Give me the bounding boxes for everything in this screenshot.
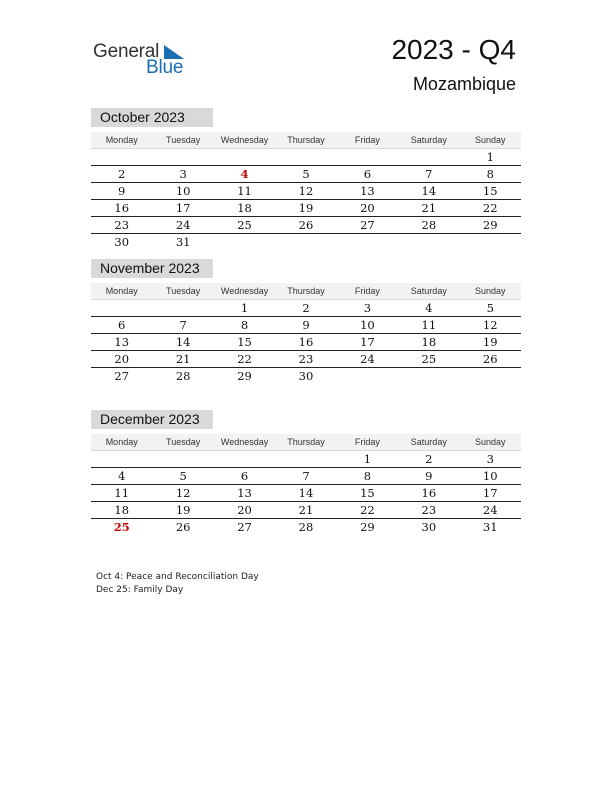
day-cell: 20	[237, 503, 252, 517]
day-cell: 16	[114, 201, 130, 215]
day-cell: 25	[421, 352, 437, 366]
weekday-label: Thursday	[287, 437, 325, 447]
weekday-label: Sunday	[474, 437, 506, 447]
weekday-label: Tuesday	[166, 286, 201, 296]
day-cell: 12	[482, 318, 498, 332]
week-row	[91, 234, 521, 250]
day-cell: 31	[482, 520, 498, 534]
day-cell: 3	[179, 167, 187, 181]
day-cell: 25	[113, 520, 130, 534]
day-cell: 5	[302, 167, 310, 181]
empty-day-cell	[214, 451, 275, 467]
day-cell: 8	[240, 318, 249, 332]
day-cell: 5	[179, 469, 187, 483]
empty-day-cell	[91, 149, 152, 165]
day-cell: 28	[298, 520, 314, 534]
day-cell: 4	[240, 167, 249, 181]
empty-day-cell	[275, 149, 336, 165]
day-cell: 1	[486, 150, 494, 164]
weekday-label: Wednesday	[220, 286, 269, 296]
week-row	[91, 317, 521, 334]
month-calendar-october	[91, 108, 521, 250]
page-title: 2023 - Q4	[391, 34, 516, 65]
day-cell: 21	[175, 352, 191, 366]
weekday-label: Saturday	[410, 286, 447, 296]
day-cell: 2	[425, 452, 433, 466]
month-name: December 2023	[91, 410, 213, 429]
day-cell: 4	[118, 469, 126, 483]
day-cell: 24	[482, 503, 498, 517]
day-cell: 16	[421, 486, 437, 500]
day-cell: 19	[175, 503, 191, 517]
day-cell: 6	[240, 469, 249, 483]
weekday-header-row	[91, 132, 521, 149]
weekday-label: Thursday	[287, 286, 325, 296]
day-cell: 1	[240, 301, 249, 315]
day-cell: 29	[360, 520, 375, 534]
day-cell: 22	[360, 503, 375, 517]
day-cell: 9	[118, 184, 126, 198]
empty-day-cell	[460, 234, 521, 250]
day-cell: 8	[486, 167, 494, 181]
day-cell: 31	[175, 235, 191, 249]
week-row	[91, 300, 521, 317]
empty-day-cell	[337, 368, 398, 384]
logo-text-blue: Blue	[146, 57, 184, 78]
month-calendar-november	[91, 259, 521, 384]
day-cell: 18	[421, 335, 437, 349]
empty-day-cell	[337, 149, 398, 165]
generalblue-logo	[93, 40, 203, 80]
holiday-notes	[96, 571, 259, 597]
day-cell: 6	[363, 167, 372, 181]
day-cell: 15	[237, 335, 252, 349]
week-row	[91, 368, 521, 384]
day-cell: 19	[482, 335, 498, 349]
weekday-label: Sunday	[474, 286, 506, 296]
day-cell: 5	[486, 301, 494, 315]
day-cell: 11	[237, 184, 252, 198]
day-cell: 14	[421, 184, 437, 198]
month-name: October 2023	[91, 108, 213, 127]
day-cell: 14	[175, 335, 191, 349]
day-cell: 30	[421, 520, 437, 534]
day-cell: 18	[237, 201, 252, 215]
week-row	[91, 351, 521, 368]
day-cell: 7	[179, 318, 187, 332]
day-cell: 23	[114, 218, 130, 232]
day-cell: 3	[486, 452, 494, 466]
day-cell: 15	[360, 486, 375, 500]
month-calendar-december	[91, 410, 521, 535]
day-cell: 18	[114, 503, 130, 517]
empty-day-cell	[460, 368, 521, 384]
day-cell: 1	[363, 452, 372, 466]
holiday-note: Dec 25: Family Day	[96, 585, 184, 595]
day-cell: 10	[360, 318, 375, 332]
week-row	[91, 166, 521, 183]
weekday-label: Thursday	[287, 135, 325, 145]
day-cell: 28	[175, 369, 191, 383]
day-cell: 9	[302, 318, 310, 332]
day-cell: 20	[114, 352, 130, 366]
day-cell: 17	[360, 335, 375, 349]
weekday-label: Monday	[105, 135, 138, 145]
weekday-label: Wednesday	[220, 135, 269, 145]
day-cell: 7	[425, 167, 433, 181]
day-cell: 7	[302, 469, 310, 483]
day-cell: 15	[482, 184, 498, 198]
logo-text-general: General	[93, 41, 160, 62]
week-row	[91, 217, 521, 234]
day-cell: 2	[302, 301, 310, 315]
empty-day-cell	[91, 300, 152, 316]
day-cell: 24	[175, 218, 191, 232]
week-row	[91, 334, 521, 351]
day-cell: 13	[360, 184, 375, 198]
empty-day-cell	[398, 234, 459, 250]
day-cell: 17	[175, 201, 191, 215]
day-cell: 22	[482, 201, 498, 215]
week-row	[91, 149, 521, 166]
day-cell: 19	[298, 201, 314, 215]
day-cell: 16	[298, 335, 314, 349]
day-cell: 27	[114, 369, 130, 383]
week-row	[91, 485, 521, 502]
empty-day-cell	[152, 300, 213, 316]
day-cell: 12	[298, 184, 314, 198]
day-cell: 25	[237, 218, 252, 232]
day-cell: 21	[298, 503, 314, 517]
empty-day-cell	[275, 451, 336, 467]
weekday-header-row	[91, 434, 521, 451]
weekday-label: Friday	[354, 135, 380, 145]
weekday-label: Wednesday	[220, 437, 269, 447]
week-row	[91, 519, 521, 535]
weekday-label: Tuesday	[166, 437, 201, 447]
day-cell: 29	[482, 218, 498, 232]
week-row	[91, 502, 521, 519]
day-cell: 10	[175, 184, 191, 198]
empty-day-cell	[214, 149, 275, 165]
day-cell: 8	[363, 469, 372, 483]
day-cell: 26	[298, 218, 314, 232]
weekday-label: Monday	[105, 286, 138, 296]
day-cell: 29	[237, 369, 252, 383]
week-row	[91, 451, 521, 468]
week-row	[91, 183, 521, 200]
empty-day-cell	[214, 234, 275, 250]
day-cell: 3	[363, 301, 372, 315]
empty-day-cell	[152, 149, 213, 165]
week-row	[91, 200, 521, 217]
day-cell: 13	[237, 486, 252, 500]
day-cell: 28	[421, 218, 437, 232]
day-cell: 11	[421, 318, 437, 332]
weekday-label: Saturday	[410, 135, 447, 145]
weekday-label: Friday	[354, 437, 380, 447]
weekday-header-row	[91, 283, 521, 300]
day-cell: 22	[237, 352, 252, 366]
day-cell: 10	[482, 469, 498, 483]
day-cell: 23	[298, 352, 314, 366]
empty-day-cell	[398, 149, 459, 165]
empty-day-cell	[152, 451, 213, 467]
empty-day-cell	[398, 368, 459, 384]
day-cell: 20	[360, 201, 375, 215]
holiday-note: Oct 4: Peace and Reconciliation Day	[96, 572, 259, 582]
day-cell: 13	[114, 335, 130, 349]
day-cell: 6	[118, 318, 126, 332]
week-row	[91, 468, 521, 485]
day-cell: 30	[298, 369, 314, 383]
day-cell: 27	[237, 520, 252, 534]
day-cell: 9	[425, 469, 433, 483]
day-cell: 26	[175, 520, 191, 534]
day-cell: 17	[482, 486, 498, 500]
weekday-label: Tuesday	[166, 135, 201, 145]
weekday-label: Sunday	[474, 135, 506, 145]
day-cell: 30	[114, 235, 130, 249]
empty-day-cell	[91, 451, 152, 467]
day-cell: 26	[482, 352, 498, 366]
month-name: November 2023	[91, 259, 213, 278]
day-cell: 4	[425, 301, 433, 315]
weekday-label: Saturday	[410, 437, 447, 447]
day-cell: 12	[175, 486, 191, 500]
day-cell: 2	[118, 167, 126, 181]
country-name: Mozambique	[412, 74, 516, 94]
empty-day-cell	[337, 234, 398, 250]
day-cell: 21	[421, 201, 437, 215]
day-cell: 27	[360, 218, 375, 232]
day-cell: 11	[114, 486, 130, 500]
empty-day-cell	[275, 234, 336, 250]
weekday-label: Friday	[354, 286, 380, 296]
day-cell: 23	[421, 503, 437, 517]
day-cell: 14	[298, 486, 314, 500]
day-cell: 24	[360, 352, 375, 366]
weekday-label: Monday	[105, 437, 138, 447]
